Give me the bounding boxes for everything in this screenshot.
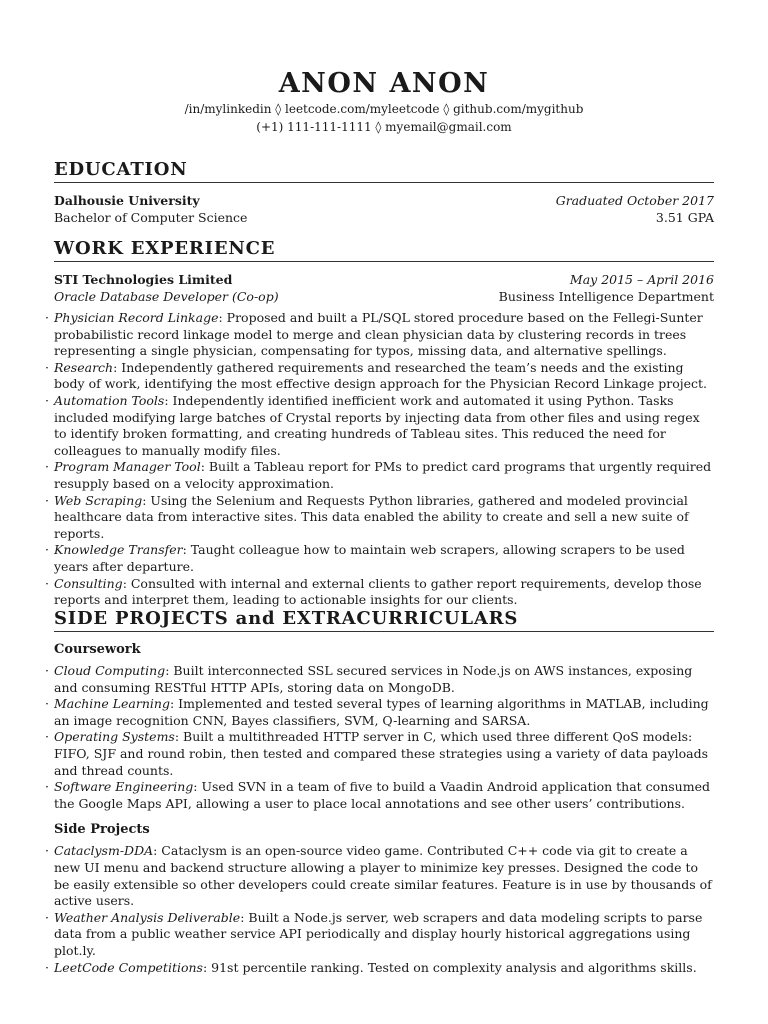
education-section — [54, 159, 714, 226]
list-item: · LeetCode Competitions: 91st percentile ranking. Tested on complexity analysis and algorithms skills. — [45, 959, 697, 975]
contact-phone-email: (+1) 111-111-1111 ◊ myemail@gmail.com — [256, 120, 512, 134]
side-project-bullets — [45, 843, 714, 976]
coursework-title: Coursework — [54, 642, 141, 657]
job-role: Oracle Database Developer (Co-op) — [54, 289, 279, 304]
candidate-name: ANON ANON — [278, 68, 490, 99]
degree: Bachelor of Computer Science — [54, 210, 248, 225]
work-experience-section — [45, 238, 714, 609]
side-projects-title: Side Projects — [54, 822, 150, 838]
contact-links: /in/mylinkedin ◊ leetcode.com/myleetcode ◊ github.com/mygithub — [184, 102, 584, 116]
list-item: · Automation Tools: Independently identified inefficient work and automated it using Python. Tasks included modifying large batches of Crystal reports by injecting data from other files and using regex to identify broken formatting, and creating hundreds of Tableau sites. This reduced the need for colleagues to manually modify files. — [45, 392, 700, 458]
resume-header — [0, 68, 768, 136]
graduation-date: Graduated October 2017 — [555, 193, 714, 208]
list-item: · Operating Systems: Built a multithreaded HTTP server in C, which used three different QoS models: FIFO, SJF and round robin, then tested and compared these strategies using a variety of data payloads and thread counts. — [45, 729, 709, 778]
side-projects-section — [45, 608, 714, 976]
list-item: · Research: Independently gathered requirements and researched the team’s needs and the existing body of work, identifying the most effective design approach for the Physician Record Linkage project. — [45, 359, 707, 392]
coursework-bullets — [45, 663, 714, 812]
list-item: · Physician Record Linkage: Proposed and built a PL/SQL stored procedure based on the Fellegi-Sunter probabilistic record linkage model to merge and clean physician data by clustering records in trees representing a single physician, compensating for typos, missing data, and alternative spellings. — [45, 310, 703, 359]
list-item: · Weather Analysis Deliverable: Built a Node.js server, web scrapers and data modeling scripts to parse data from a public weather service API periodically and display hourly historical aggregations using plot.ly. — [45, 909, 703, 958]
company-name: STI Technologies Limited — [54, 272, 233, 287]
section-title-education: EDUCATION — [54, 159, 714, 183]
gpa: 3.51 GPA — [655, 210, 714, 225]
list-item: · Cloud Computing: Built interconnected SSL secured services in Node.js on AWS instances, exposing and consuming RESTful HTTP APIs, storing data on MongoDB. — [45, 663, 693, 695]
department: Business Intelligence Department — [498, 289, 714, 304]
list-item: · Web Scraping: Using the Selenium and Requests Python libraries, gathered and modeled provincial healthcare data from interactive sites. This data enabled the ability to create and sell a new suite of reports. — [45, 492, 689, 541]
list-item: · Cataclysm-DDA: Cataclysm is an open-source video game. Contributed C++ code via git to create a new UI menu and backend structure allowing a player to minimize key presses. Designed the code to be easily extensible so other developers could create similar features. Feature is in use by thousands of active users. — [45, 843, 712, 909]
section-title-work: WORK EXPERIENCE — [54, 238, 714, 262]
list-item: · Software Engineering: Used SVN in a team of five to build a Vaadin Android application that consumed the Google Maps API, allowing a user to place local annotations and see other users’ contributions. — [45, 779, 710, 811]
list-item: · Program Manager Tool: Built a Tableau report for PMs to predict card programs that urgently required resupply based on a velocity approximation. — [45, 459, 712, 491]
school-name: Dalhousie University — [54, 193, 200, 208]
list-item: · Knowledge Transfer: Taught colleague how to maintain web scrapers, allowing scrapers to be used years after departure. — [45, 542, 685, 574]
work-bullets — [45, 310, 714, 609]
list-item: · Machine Learning: Implemented and tested several types of learning algorithms in MATLAB, including an image recognition CNN, Bayes classifiers, SVM, Q-learning and SARSA. — [45, 696, 709, 728]
work-dates: May 2015 – April 2016 — [569, 272, 714, 287]
list-item: · Consulting: Consulted with internal and external clients to gather report requirements, develop those reports and interpret them, leading to actionable insights for our clients. — [45, 575, 702, 608]
section-title-projects: SIDE PROJECTS and EXTRACURRICULARS — [54, 608, 714, 632]
